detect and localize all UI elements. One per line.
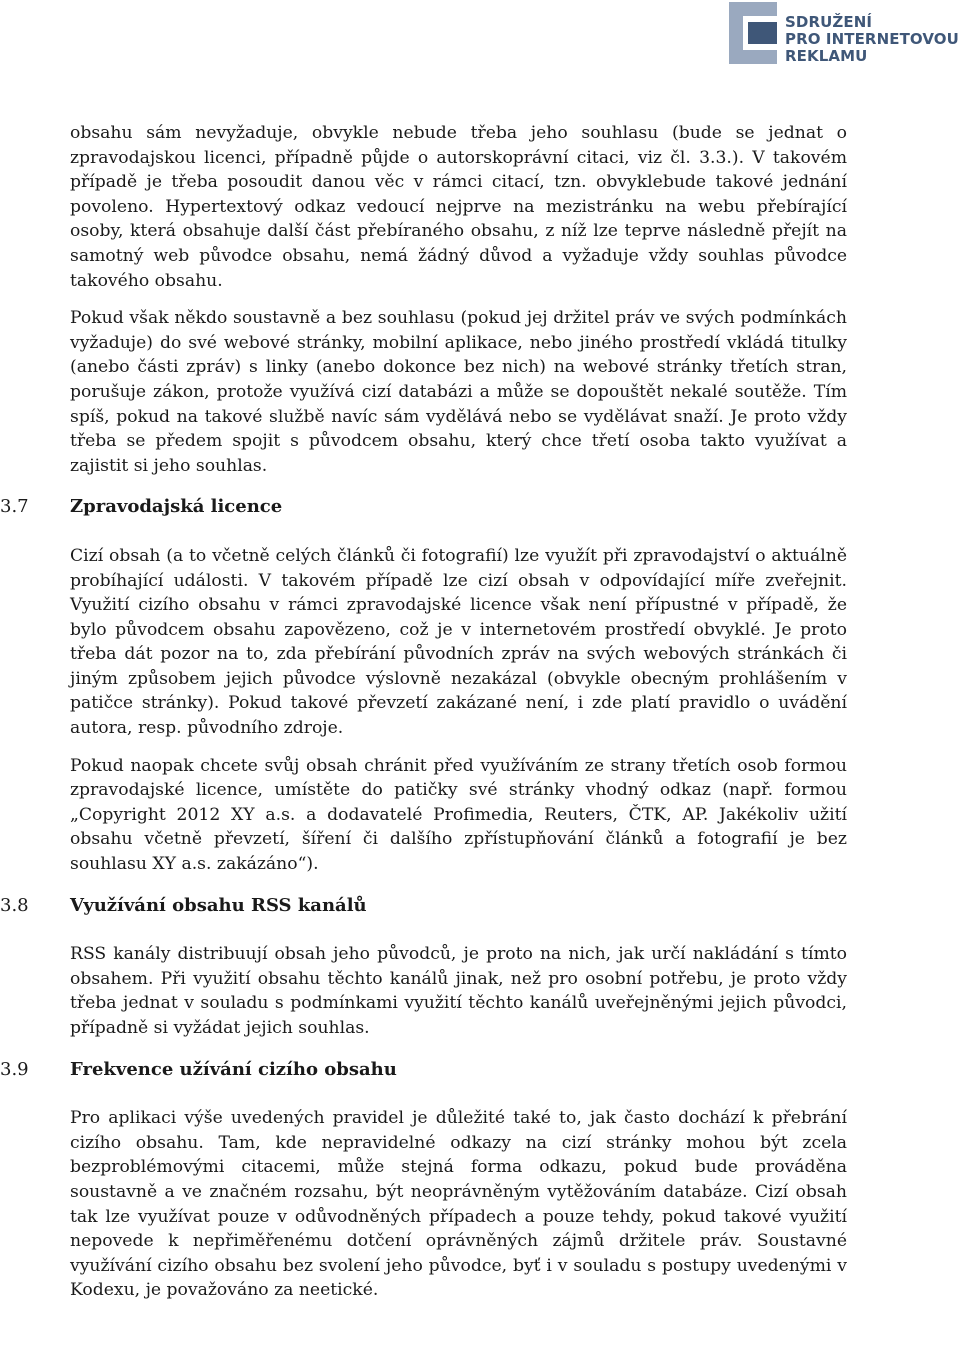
section-title: Frekvence užívání cizího obsahu	[70, 1058, 397, 1080]
paragraph-news-licence: Cizí obsah (a to včetně celých článků či fotografií) lze využít při zpravodajství o aktuálně probíhající události. V takovém případě lze cizí obsah v odpovídající míře zveřejnit. Využití cizího obsahu v rámci zpravodajské licence však není přípustné v případě, že bylo původcem obsahu zapovězeno, což je v internetovém prostředí obvyklé. Je proto třeba dát pozor na to, zda přebírání původních zpráv na svých webových stránkách či jiným způsobem jejich původce výslovně nezakázal (obvykle obecným prohlášením v patičce stránky). Pokud takové převzetí zakázané není, i zde platí pravidlo o uvádění autora, resp. původního zdroje.	[70, 545, 847, 739]
section-heading-3-9	[0, 1058, 960, 1083]
section-title: Využívání obsahu RSS kanálů	[70, 894, 367, 916]
logo	[729, 2, 960, 66]
paragraph-frequency: Pro aplikaci výše uvedených pravidel je důležité také to, jak často dochází k přebrání cizího obsahu. Tam, kde nepravidelné odkazy na cizí stránky mohou být zcela bezproblémovými citacemi, může stejná forma odkazu, pokud bude prováděna soustavně a ve značném rozsahu, být neoprávněným vytěžováním databáze. Cizí obsah tak lze využívat pouze v odůvodněných případech a pouze tehdy, pokud takové využití nepovede k nepřiměřenému dotčení oprávněných zájmů držitele práv. Soustavné využívání cizího obsahu bez svolení jeho původce, byť i v souladu s postupy uvedenými v Kodexu, je považováno za neetické.	[70, 1108, 847, 1301]
paragraph-systematic-use: Pokud však někdo soustavně a bez souhlasu (pokud jej držitel práv ve svých podmínkách vyžaduje) do své webové stránky, mobilní aplikace, nebo jiného prostředí vkládá titulky (anebo části zpráv) s linky (anebo dokonce bez nich) na webové stránky třetích stran, porušuje zákon, protože využívá cizí databázi a může se dopouštět nekalé soutěže. Tím spíš, pokud na takové službě navíc sám vydělává nebo se vydělávat snaží. Je proto vždy třeba se předem spojit s původcem obsahu, který chce třetí osoba takto využívat a zajistit si jeho souhlas.	[70, 308, 847, 476]
section-title: Zpravodajská licence	[70, 496, 283, 518]
section-heading-3-8	[0, 894, 960, 919]
section-number: 3.9	[0, 1058, 29, 1080]
logo-mark-icon	[729, 2, 779, 64]
logo-line-1: SDRUŽENÍ	[785, 13, 873, 31]
paragraph-copyright-notice: Pokud naopak chcete svůj obsah chránit před využíváním ze strany třetích osob formou zpravodajské licence, umístěte do patičky své stránky vhodný odkaz (např. formou „Copyright 2012 XY a.s. a dodavatelé Profimedia, Reuters, ČTK, AP. Jakékoliv užití obsahu včetně převzetí, šíření či dalšího zpřístupňování článků a fotografií je bez souhlasu XY a.s. zakázáno“).	[70, 755, 847, 875]
logo-text	[785, 14, 959, 65]
section-number: 3.7	[0, 496, 29, 518]
logo-line-3: REKLAMU	[785, 47, 868, 65]
document-body	[0, 121, 960, 1303]
paragraph-rss: RSS kanály distribuují obsah jeho původců, je proto na nich, jak určí nakládání s tímto obsahem. Při využití obsahu těchto kanálů jinak, než pro osobní potřebu, je proto vždy třeba jednat v souladu s podmínkami využití těchto kanálů uveřejněnými jejich původci, případně si vyžádat jejich souhlas.	[70, 944, 847, 1038]
section-number: 3.8	[0, 894, 29, 916]
paragraph-hyperlink: obsahu sám nevyžaduje, obvykle nebude třeba jeho souhlasu (bude se jednat o zpravodajskou licenci, případně půjde o autorskoprávní citaci, viz čl. 3.3.). V takovém případě je třeba posoudit danou věc v rámci citací, tzn. obvyklebude takové jednání povoleno. Hypertextový odkaz vedoucí nejprve na mezistránku na webu přebírající osoby, která obsahuje další část přebíraného obsahu, z níž lze teprve následně přejít na samotný web původce obsahu, nemá žádný důvod a vyžaduje vždy souhlas původce takového obsahu.	[70, 123, 847, 291]
logo-line-2: PRO INTERNETOVOU	[785, 30, 959, 48]
section-heading-3-7	[0, 495, 960, 520]
